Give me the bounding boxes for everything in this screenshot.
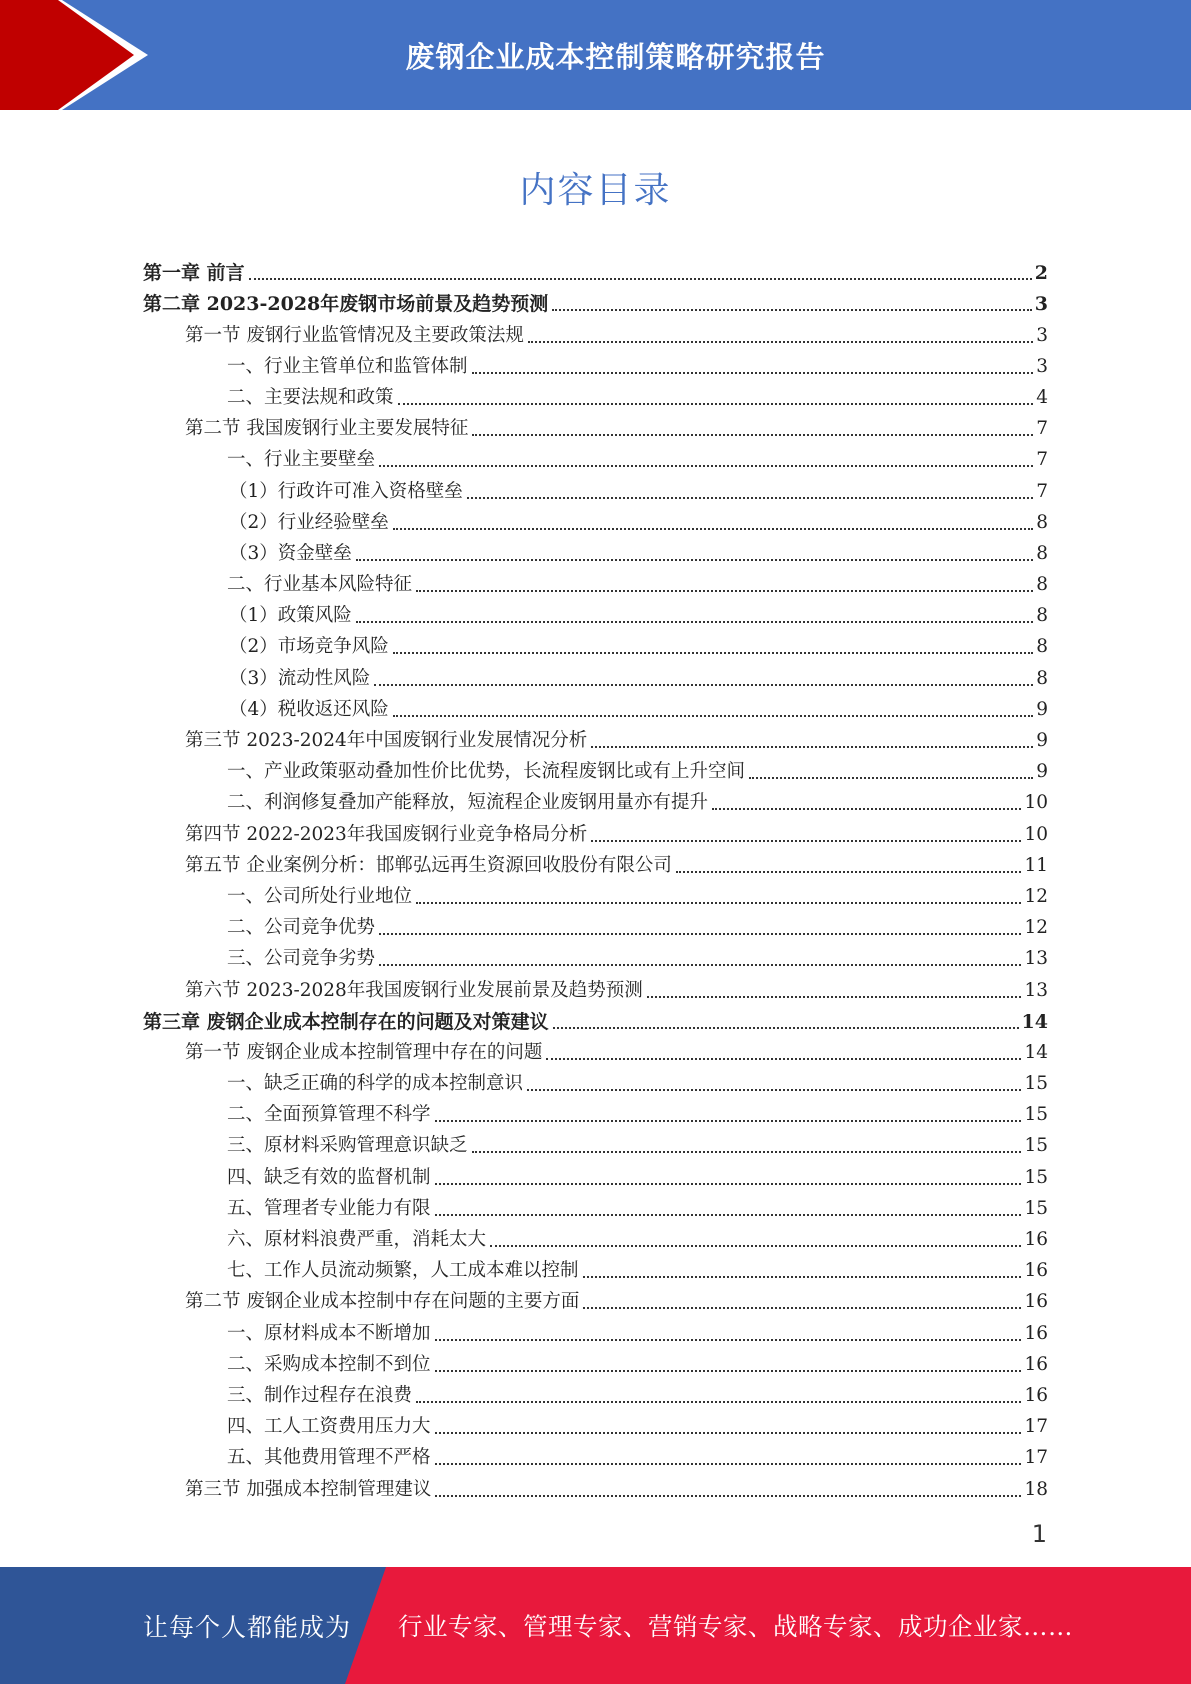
toc-entry[interactable] [143,722,1048,753]
toc-entry-page: 17 [1024,1447,1048,1469]
toc-entry-title: 三、制作过程存在浪费 [227,1384,413,1406]
toc-dot-leader [435,1463,1022,1465]
toc-entry-title: （2）市场竞争风险 [229,636,389,658]
toc-dot-leader [393,715,1033,717]
toc-entry-title: 二、全面预算管理不科学 [227,1104,431,1126]
toc-entry-title: 五、管理者专业能力有限 [227,1197,431,1219]
toc-entry[interactable] [143,441,1048,472]
toc-dot-leader [356,559,1033,561]
toc-entry[interactable] [143,504,1048,535]
toc-entry[interactable] [143,691,1048,722]
toc-entry-title: 一、公司所处行业地位 [227,885,413,907]
toc-entry[interactable] [143,1377,1048,1408]
toc-dot-leader [749,777,1033,779]
toc-entry[interactable] [143,784,1048,815]
toc-entry-title: （1）政策风险 [229,605,352,627]
toc-entry[interactable] [143,597,1048,628]
toc-entry[interactable] [143,909,1048,940]
toc-entry-title: 三、原材料采购管理意识缺乏 [227,1135,468,1157]
toc-entry[interactable] [143,410,1048,441]
toc-entry-title: （3）资金壁垒 [229,542,352,564]
toc-entry-page: 8 [1036,542,1048,564]
toc-entry-page: 11 [1024,854,1048,876]
toc-entry-page: 3 [1034,293,1048,316]
toc-entry-title: 二、行业基本风险特征 [227,574,413,596]
toc-entry-title: 第三节 加强成本控制管理建议 [185,1478,432,1500]
toc-entry-page: 12 [1024,885,1048,907]
toc-entry-title: 七、工作人员流动频繁，人工成本难以控制 [227,1260,579,1282]
toc-dot-leader [435,1495,1021,1497]
toc-entry[interactable] [143,847,1048,878]
toc-entry-title: 二、公司竞争优势 [227,917,376,939]
toc-entry[interactable] [143,940,1048,971]
toc-entry-title: （2）行业经验壁垒 [229,511,389,533]
toc-dot-leader [435,1339,1022,1341]
toc-entry[interactable] [143,1346,1048,1377]
toc-entry-page: 13 [1024,948,1048,970]
toc-entry[interactable] [143,1470,1048,1501]
toc-entry-title: 第三章 废钢企业成本控制存在的问题及对策建议 [143,1010,549,1033]
toc-dot-leader [356,621,1033,623]
toc-dot-leader [528,341,1033,343]
toc-entry[interactable] [143,285,1048,316]
toc-entry-title: 二、采购成本控制不到位 [227,1353,431,1375]
toc-entry[interactable] [143,379,1048,410]
toc-entry-title: 一、原材料成本不断增加 [227,1322,431,1344]
toc-entry-page: 7 [1036,480,1048,502]
toc-entry-title: 第四节 2022-2023年我国废钢行业竞争格局分析 [185,823,588,845]
toc-dot-leader [379,933,1021,935]
toc-dot-leader [472,1151,1022,1153]
toc-entry-title: 第二节 我国废钢行业主要发展特征 [185,418,469,440]
toc-entry[interactable] [143,878,1048,909]
toc-entry[interactable] [143,1314,1048,1345]
toc-dot-leader [416,590,1033,592]
toc-entry-page: 14 [1021,1010,1048,1033]
toc-entry-page: 8 [1036,667,1048,689]
toc-dot-leader [591,746,1033,748]
toc-dot-leader [379,964,1021,966]
toc-dot-leader [583,1307,1021,1309]
toc-entry-page: 15 [1024,1166,1048,1188]
toc-entry-page: 16 [1024,1291,1048,1313]
toc-dot-leader [435,1370,1022,1372]
toc-entry-title: 二、利润修复叠加产能释放，短流程企业废钢用量亦有提升 [227,792,709,814]
toc-entry-title: 第二章 2023-2028年废钢市场前景及趋势预测 [143,293,549,316]
toc-dot-leader [435,1214,1022,1216]
toc-dot-leader [393,528,1033,530]
toc-entry[interactable] [143,1283,1048,1314]
toc-entry-page: 15 [1024,1073,1048,1095]
header-band [0,0,1191,110]
toc-entry-title: 二、主要法规和政策 [227,386,394,408]
toc-entry-title: 一、行业主管单位和监管体制 [227,355,468,377]
toc-entry-title: 四、缺乏有效的监督机制 [227,1166,431,1188]
toc-entry[interactable] [143,1221,1048,1252]
toc-dot-leader [591,840,1021,842]
toc-entry-title: 三、公司竞争劣势 [227,948,376,970]
toc-entry-page: 17 [1024,1416,1048,1438]
toc-entry-title: 第二节 废钢企业成本控制中存在问题的主要方面 [185,1291,580,1313]
table-of-contents [143,254,1048,1502]
toc-entry-page: 10 [1024,792,1048,814]
toc-entry-page: 16 [1024,1260,1048,1282]
toc-dot-leader [374,684,1033,686]
toc-entry-title: 第六节 2023-2028年我国废钢行业发展前景及趋势预测 [185,979,643,1001]
toc-dot-leader [467,497,1033,499]
toc-dot-leader [676,871,1022,873]
toc-entry-page: 7 [1036,449,1048,471]
toc-entry-page: 8 [1036,636,1048,658]
toc-entry-page: 9 [1036,730,1048,751]
toc-entry[interactable] [143,566,1048,597]
toc-entry-page: 16 [1024,1384,1048,1406]
toc-dot-leader [472,372,1034,374]
toc-entry[interactable] [143,348,1048,379]
toc-entry-page: 16 [1024,1353,1048,1375]
toc-entry[interactable] [143,1158,1048,1189]
toc-dot-leader [583,1276,1022,1278]
toc-entry-title: 一、行业主要壁垒 [227,449,376,471]
toc-entry-page: 18 [1024,1478,1048,1500]
toc-entry-title: （4）税收返还风险 [229,698,389,720]
toc-entry[interactable] [143,1439,1048,1470]
toc-entry-page: 3 [1036,324,1048,346]
toc-entry-page: 2 [1034,262,1048,285]
toc-entry-page: 15 [1024,1197,1048,1219]
toc-entry[interactable] [143,628,1048,659]
toc-dot-leader [647,996,1022,998]
toc-entry[interactable] [143,1003,1048,1034]
toc-entry-page: 12 [1024,917,1048,939]
toc-entry-page: 3 [1036,355,1048,377]
toc-entry[interactable] [143,472,1048,503]
toc-entry[interactable] [143,1096,1048,1127]
toc-entry-title: 一、缺乏正确的科学的成本控制意识 [227,1073,524,1095]
toc-dot-leader [379,465,1033,467]
toc-dot-leader [435,1183,1022,1185]
toc-heading: 内容目录 [519,170,672,211]
toc-entry-page: 16 [1024,1322,1048,1344]
toc-entry-title: 五、其他费用管理不严格 [227,1447,431,1469]
toc-entry[interactable] [143,1408,1048,1439]
toc-entry[interactable] [143,1127,1048,1158]
toc-entry-title: 六、原材料浪费严重，消耗太大 [227,1229,487,1250]
toc-entry-title: 一、产业政策驱动叠加性价比优势，长流程废钢比或有上升空间 [227,761,746,783]
toc-entry-page: 15 [1024,1104,1048,1126]
toc-entry-title: 第三节 2023-2024年中国废钢行业发展情况分析 [185,730,588,751]
toc-entry[interactable] [143,1190,1048,1221]
toc-entry-page: 15 [1024,1135,1048,1157]
toc-entry-title: （1）行政许可准入资格壁垒 [229,480,463,502]
toc-entry-page: 4 [1036,386,1048,408]
page-number: 1 [1031,1520,1047,1548]
toc-dot-leader [553,1027,1019,1029]
toc-dot-leader [527,1089,1021,1091]
toc-dot-leader [393,652,1033,654]
toc-entry[interactable] [143,1065,1048,1096]
toc-entry-page: 8 [1036,511,1048,533]
toc-dot-leader [712,808,1021,810]
toc-entry-page: 10 [1024,823,1048,845]
footer-band [0,1567,1191,1684]
toc-entry-page: 16 [1024,1229,1048,1250]
toc-entry-page: 13 [1024,979,1048,1001]
toc-entry-page: 14 [1024,1041,1048,1063]
toc-dot-leader [416,902,1021,904]
toc-dot-leader [435,1120,1022,1122]
toc-entry-page: 8 [1036,605,1048,627]
toc-entry[interactable] [143,1034,1048,1065]
toc-entry-page: 9 [1036,761,1048,783]
toc-entry-title: 第一章 前言 [143,262,245,285]
toc-dot-leader [546,1058,1021,1060]
toc-entry[interactable] [143,971,1048,1002]
toc-entry-title: 四、工人工资费用压力大 [227,1416,431,1438]
toc-entry-title: 第一节 废钢企业成本控制管理中存在的问题 [185,1041,543,1063]
toc-entry[interactable] [143,815,1048,846]
toc-dot-leader [490,1245,1021,1247]
toc-entry[interactable] [143,316,1048,347]
toc-entry-page: 7 [1036,418,1048,440]
toc-entry-title: 第五节 企业案例分析：邯郸弘远再生资源回收股份有限公司 [185,854,672,876]
toc-entry-title: （3）流动性风险 [229,667,371,689]
toc-entry[interactable] [143,753,1048,784]
toc-entry[interactable] [143,254,1048,285]
toc-dot-leader [398,403,1034,405]
toc-dot-leader [435,1432,1022,1434]
toc-entry[interactable] [143,659,1048,690]
toc-dot-leader [416,1401,1021,1403]
toc-entry[interactable] [143,1252,1048,1283]
toc-entry-title: 第一节 废钢行业监管情况及主要政策法规 [185,324,524,346]
toc-entry[interactable] [143,535,1048,566]
toc-entry-page: 8 [1036,574,1048,596]
footer-slogan-right: 行业专家、管理专家、营销专家、战略专家、成功企业家…… [398,1612,1073,1641]
toc-dot-leader [472,434,1033,436]
report-title: 废钢企业成本控制策略研究报告 [405,39,826,74]
footer-slogan-left: 让每个人都能成为 [143,1612,352,1642]
toc-entry-page: 9 [1036,698,1048,720]
toc-dot-leader [249,278,1032,280]
toc-dot-leader [552,309,1032,311]
